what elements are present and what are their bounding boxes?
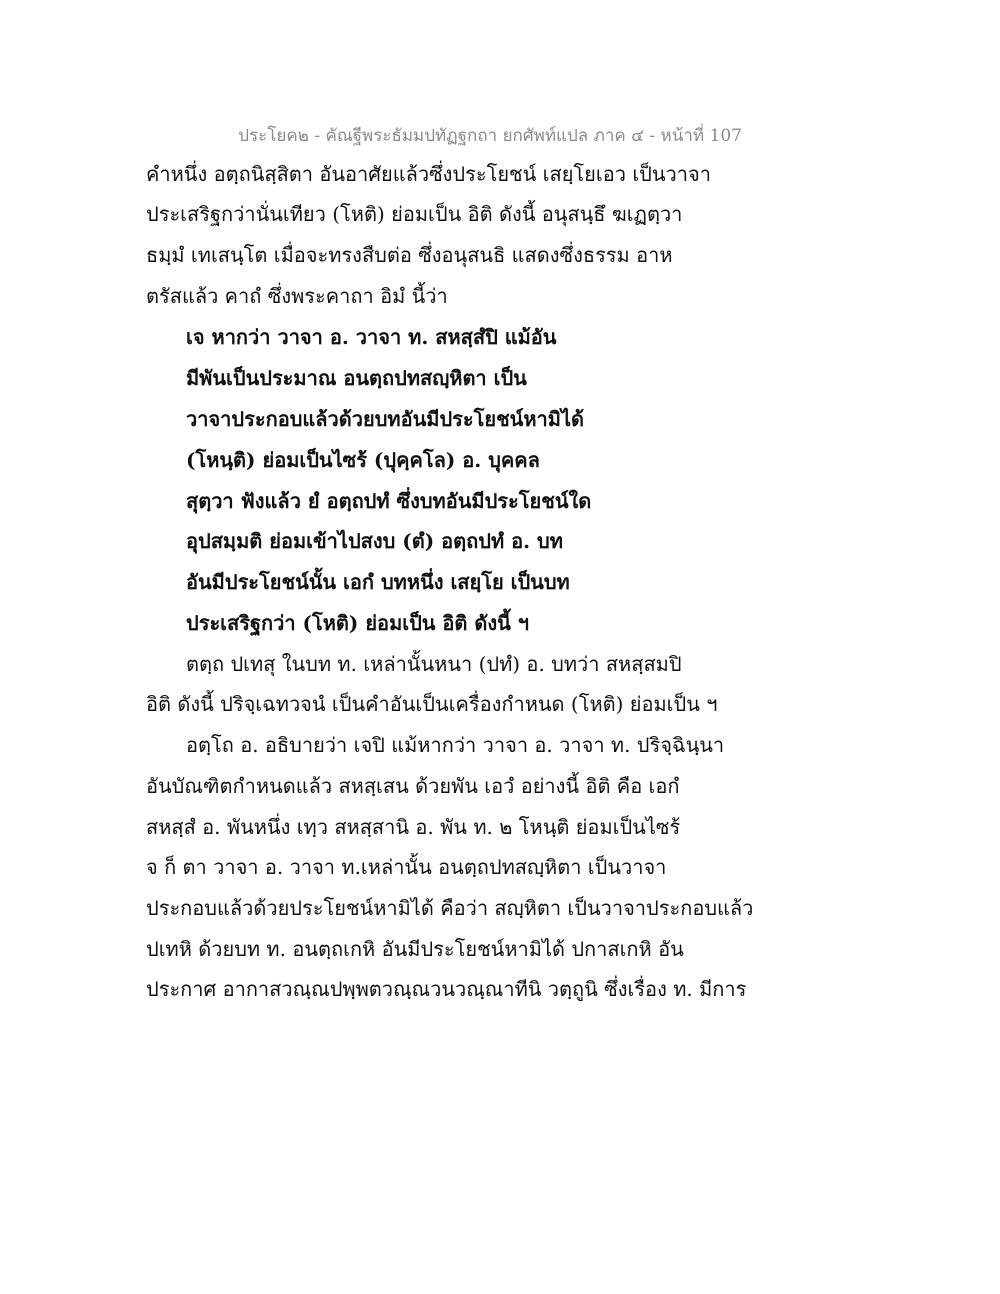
verse-line: มีพันเป็นประมาณ อนตฺถปทสญฺหิตา เป็น xyxy=(186,366,527,390)
text-line: คำหนึ่ง อตฺถนิสฺสิตา อันอาศัยแล้วซึ่งประโยชน์ เสยฺโยเอว เป็นวาจา xyxy=(146,162,711,186)
page-header: ประโยค๒ - คัณฐีพระธัมมปทัฏฐกถา ยกศัพท์แปล ภาค ๔ - หน้าที่ 107 xyxy=(238,126,742,146)
verse-line: สุตฺวา ฟังแล้ว ยํ อตฺถปทํ ซึ่งบทอันมีประโยชน์ใด xyxy=(186,489,592,513)
text-line: ประกอบแล้วด้วยประโยชน์หามิได้ คือว่า สญฺหิตา เป็นวาจาประกอบแล้ว xyxy=(146,896,754,920)
text-line: ตตฺถ ปเทสุ ในบท ท. เหล่านั้นหนา (ปทํ) อ. บทว่า สหสฺสมปิ xyxy=(186,652,682,676)
verse-line: อันมีประโยชน์นั้น เอกํ บทหนึ่ง เสยฺโย เป็นบท xyxy=(186,570,570,594)
text-line: ประเสริฐกว่านั่นเทียว (โหติ) ย่อมเป็น อิติ ดังนี้ อนุสนฺธึ ฆเฏตฺวา xyxy=(146,202,683,226)
verse-line: เจ หากว่า วาจา อ. วาจา ท. สหสฺสํปิ แม้อัน xyxy=(186,325,557,349)
text-line: อตฺโถ อ. อธิบายว่า เจปิ แม้หากว่า วาจา อ. วาจา ท. ปริจฺฉินฺนา xyxy=(186,733,725,757)
text-line: อิติ ดังนี้ ปริจฺเฉทวจนํ เป็นคำอันเป็นเครื่องกำหนด (โหติ) ย่อมเป็น ฯ xyxy=(146,692,718,716)
verse-line: (โหนฺติ) ย่อมเป็นไซร้ (ปุคฺคโล) อ. บุคคล xyxy=(186,448,540,472)
text-line: ประกาศ อากาสวณฺณปพฺพตวณฺณวนวณฺณาทีนิ วตฺถูนิ ซึ่งเรื่อง ท. มีการ xyxy=(146,977,747,1001)
text-line: อันบัณฑิตกำหนดแล้ว สหสฺเสน ด้วยพัน เอวํ อย่างนี้ อิติ คือ เอกํ xyxy=(146,774,680,798)
text-line: ธมฺมํ เทเสนฺโต เมื่อจะทรงสืบต่อ ซึ่งอนุสนธิ แสดงซึ่งธรรม อาห xyxy=(146,243,673,267)
verse-line: อุปสมฺมติ ย่อมเข้าไปสงบ (ตํ) อตฺถปทํ อ. บท xyxy=(186,529,563,553)
text-line: จ ก็ ตา วาจา อ. วาจา ท.เหล่านั้น อนตฺถปทสญฺหิตา เป็นวาจา xyxy=(146,855,667,879)
text-line: ตรัสแล้ว คาถํ ซึ่งพระคาถา อิมํ นี้ว่า xyxy=(146,284,448,308)
text-line: ปเทหิ ด้วยบท ท. อนตฺถเกหิ อันมีประโยชน์หามิได้ ปกาสเกหิ อัน xyxy=(146,937,684,961)
verse-line: วาจาประกอบแล้วด้วยบทอันมีประโยชน์หามิได้ xyxy=(186,407,584,431)
text-line: สหสฺสํ อ. พันหนึ่ง เทฺว สหสฺสานิ อ. พัน ท. ๒ โหนฺติ ย่อมเป็นไซร้ xyxy=(146,815,681,839)
verse-line: ประเสริฐกว่า (โหติ) ย่อมเป็น อิติ ดังนี้ ฯ xyxy=(186,611,529,635)
